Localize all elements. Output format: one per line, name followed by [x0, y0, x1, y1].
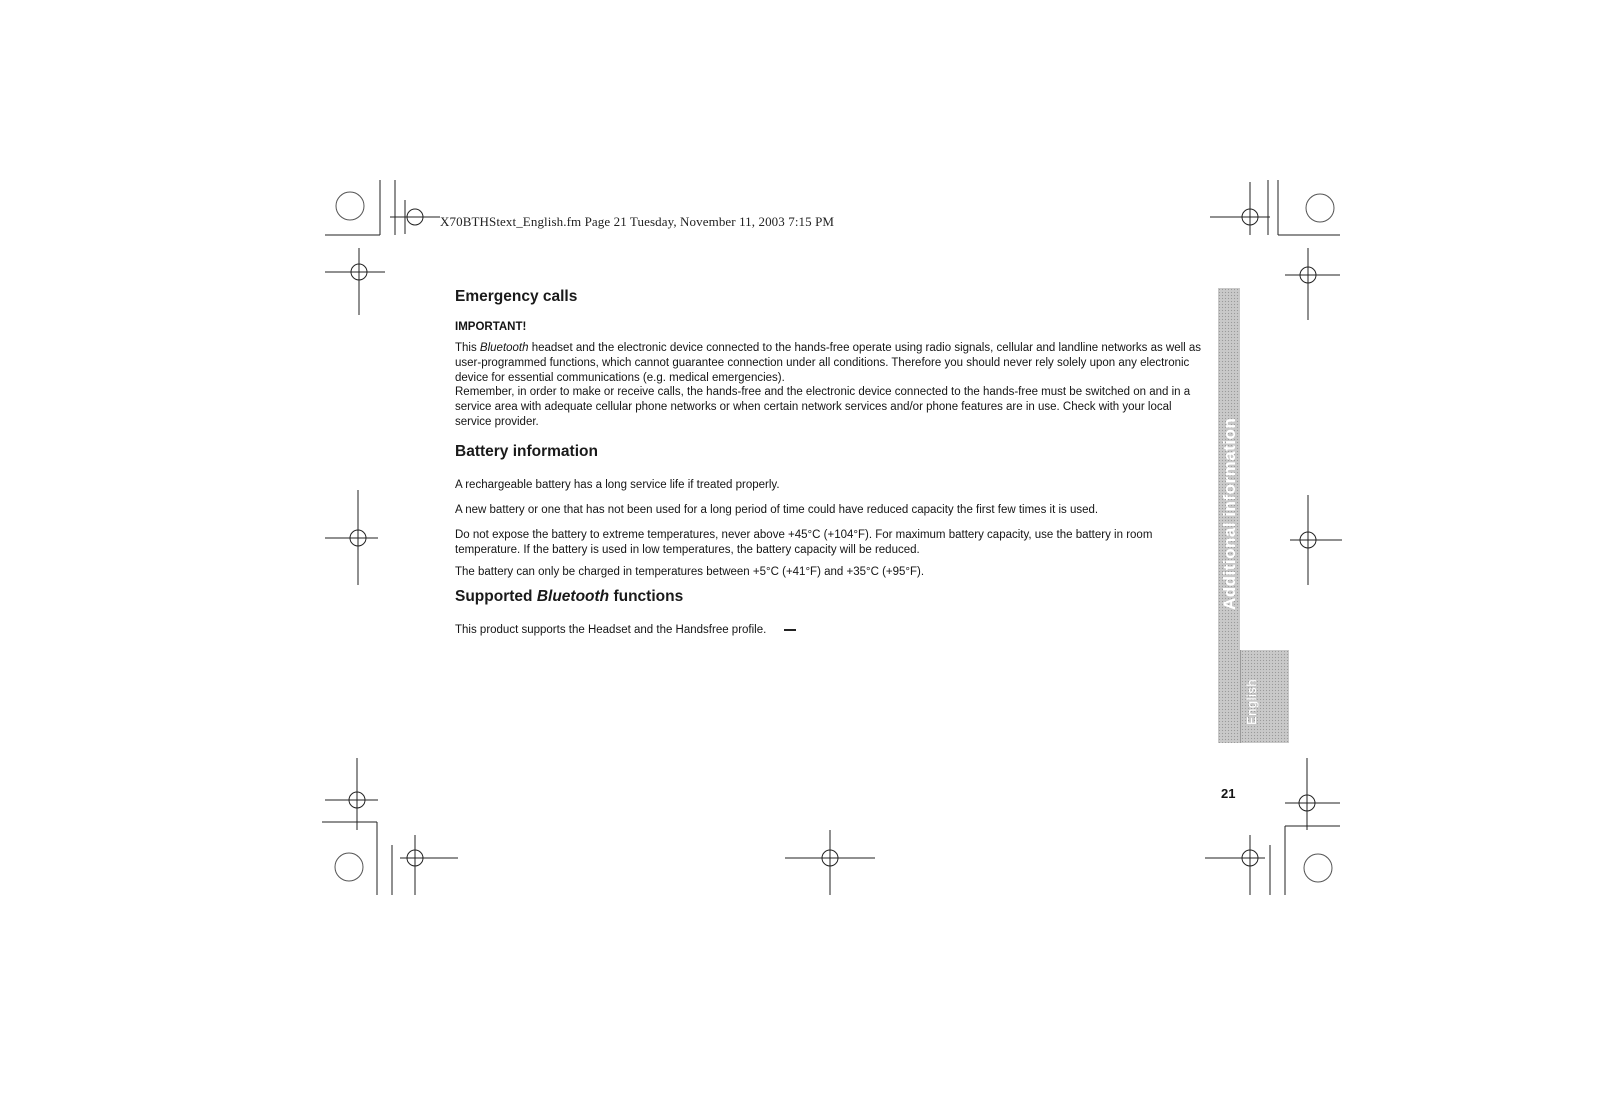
supported-title-1: Supported	[455, 588, 537, 605]
battery-paragraph-1: A rechargeable battery has a long service life if treated properly.	[455, 479, 780, 491]
emergency-text-3: Remember, in order to make or receive calls, the hands-free and the electronic device connected to the hands-free must be switched on and in a service area with adequate cellular phone networks or when certain network services and/or phone features are in use. Check with your local service provider.	[455, 386, 1191, 428]
heading-emergency-calls: Emergency calls	[455, 288, 578, 305]
supported-paragraph	[455, 623, 796, 638]
battery-paragraph-4: The battery can only be charged in temperatures between +5°C (+41°F) and +35°C (+95°F).	[455, 566, 925, 578]
dash-mark	[784, 629, 796, 631]
supported-text: This product supports the Headset and the Handsfree profile.	[455, 624, 767, 636]
file-header: X70BTHStext_English.fm Page 21 Tuesday, November 11, 2003 7:15 PM	[440, 214, 835, 229]
battery-paragraph-3: Do not expose the battery to extreme temperatures, never above +45°C (+104°F). For maximum battery capacity, use the battery in room temperature. If the battery is used in low temperatures, the battery capacity will be reduced.	[455, 529, 1153, 556]
emergency-text-2: headset and the electronic device connected to the hands-free operate using radio signals, cellular and landline networks as well as user-programmed functions, which cannot guarantee connection under all conditions. Therefore you should never rely solely upon any electronic device for essential communications (e.g. medical emergencies).	[455, 342, 1202, 384]
language-tab-label: English	[1244, 678, 1259, 725]
emergency-paragraph	[455, 341, 1205, 430]
heading-battery-information: Battery information	[455, 443, 598, 460]
section-tab-label: Additional information	[1220, 417, 1239, 610]
supported-title-bt: Bluetooth	[536, 588, 610, 605]
important-label: IMPORTANT!	[455, 321, 527, 333]
supported-title-2: functions	[609, 588, 684, 605]
heading-supported-functions	[455, 588, 683, 606]
battery-paragraph-2: A new battery or one that has not been used for a long period of time could have reduced capacity the first few times it is used.	[455, 504, 1099, 516]
page-number: 21	[1221, 786, 1236, 801]
bluetooth-term: Bluetooth	[479, 342, 529, 354]
emergency-text-1: This	[455, 342, 480, 354]
